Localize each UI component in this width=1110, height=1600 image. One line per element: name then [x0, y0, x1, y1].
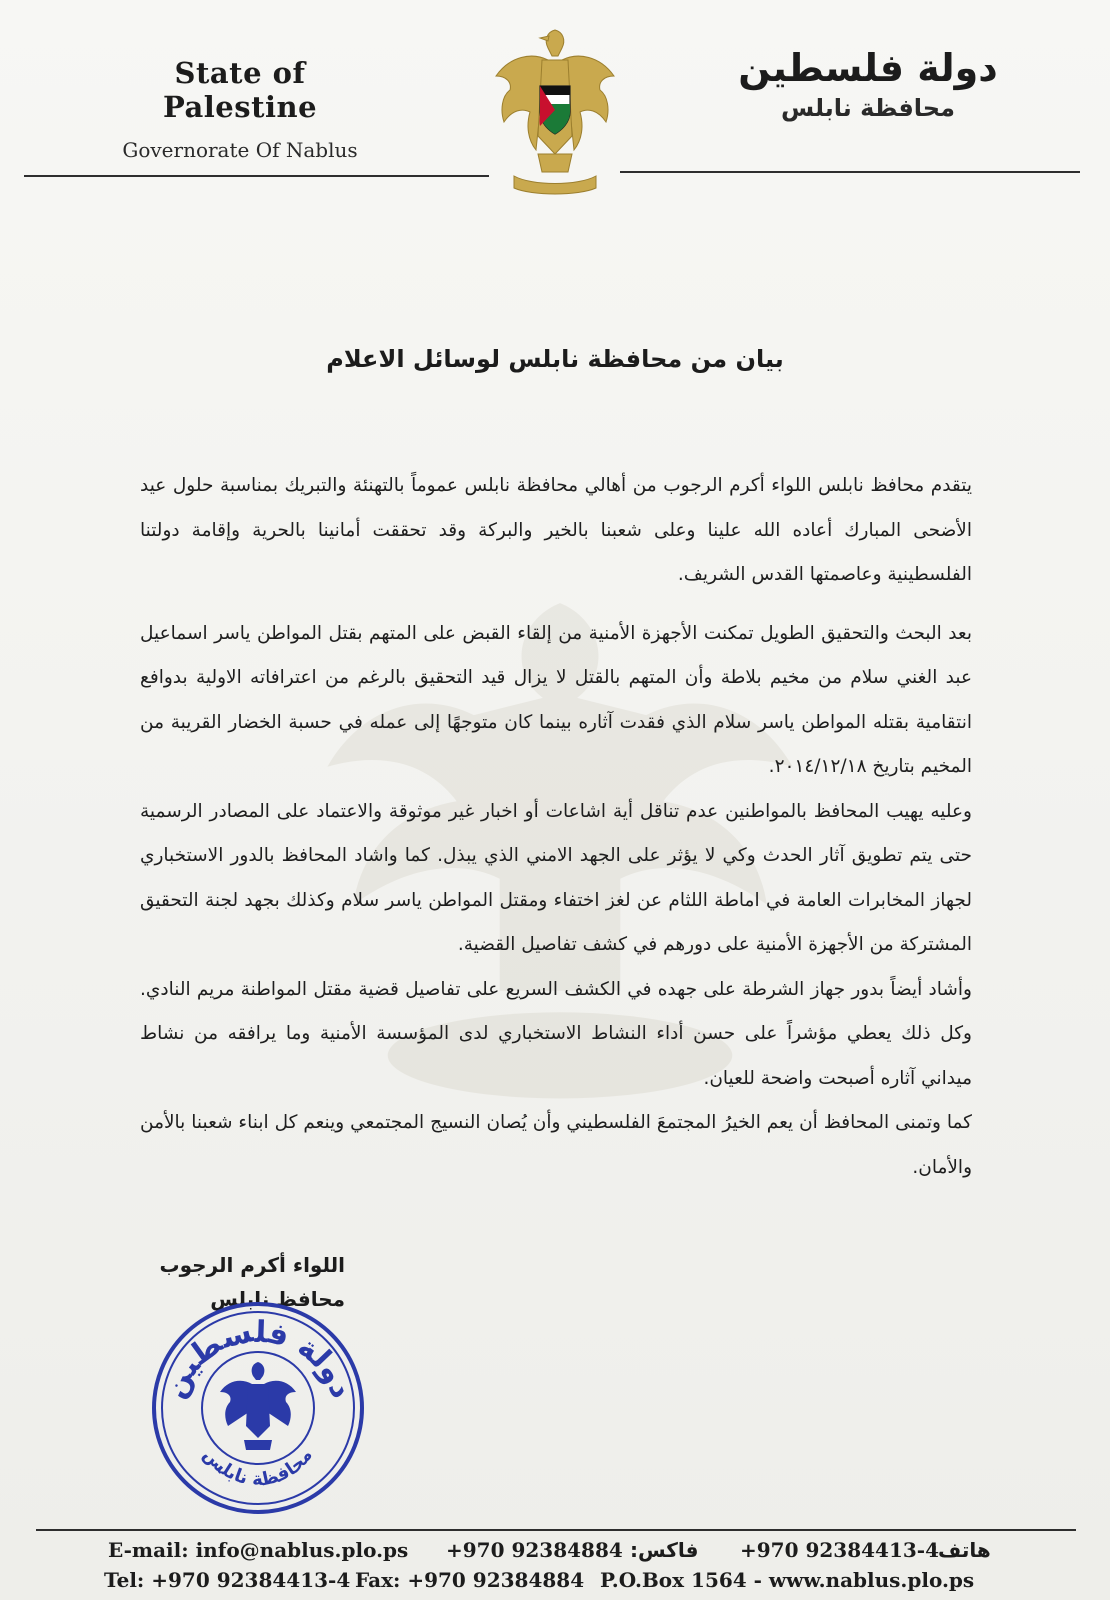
statement-title: بيان من محافظة نابلس لوسائل الاعلام — [326, 345, 784, 373]
governorate-name-english: Governorate Of Nablus — [122, 138, 358, 162]
header-arabic — [738, 46, 998, 122]
footer-tel: Tel: +970 92384413-4 — [104, 1568, 351, 1592]
svg-text:محافظة نابلس — [199, 1444, 317, 1490]
header-rule-right — [620, 171, 1080, 173]
paragraph-police: وأشاد أيضاً بدور جهاز الشرطة على جهده في الكشف السريع على تفاصيل قضية مقتل المواطنة مريم النادي. وكل ذلك يعطي مؤشراً على حسن أداء النشاط الاستخباري لدى المؤسسة الأمنية وما يرافقه من نشاط ميداني آثاره أصبحت واضحة للعيان. — [140, 978, 972, 1089]
governorate-name-arabic: محافظة نابلس — [781, 94, 955, 122]
footer-fax: Fax: +970 92384884 — [355, 1568, 585, 1592]
footer-pobox-website[interactable]: P.O.Box 1564 - www.nablus.plo.ps — [600, 1568, 975, 1592]
state-name-english: State of Palestine — [162, 56, 318, 124]
footer-rule — [36, 1529, 1076, 1531]
official-stamp-icon — [148, 1298, 368, 1518]
header-rule-left — [24, 175, 489, 177]
stamp-outer-text: دولة فلسطين — [156, 1314, 360, 1404]
palestine-eagle-emblem-icon — [492, 26, 618, 196]
paragraph-arrest: بعد البحث والتحقيق الطويل تمكنت الأجهزة الأمنية من إلقاء القبض على المتهم بقتل المواطن ياسر اسماعيل عبد الغني سلام من مخيم بلاطة وأن المتهم بالقتل لا يزال قيد التحقيق بالرغم من اعترافاته الاولية بدوافع انتقامية بقتله المواطن ياسر سلام الذي فقدت آثاره بينما كان متوجهًا إلى عمله في حسبة الخضار القريبة من المخيم بتاريخ ٢٠١٤/١٢/١٨. — [140, 622, 972, 777]
statement-body — [140, 464, 972, 1190]
footer-fax-number-1: +970 92384884 — [446, 1538, 623, 1562]
paragraph-appeal: وعليه يهيب المحافظ بالمواطنين عدم تناقل أية اشاعات أو اخبار غير موثوقة والاعتماد على المصادر الرسمية حتى يتم تطويق آثار الحدث وكي لا يؤثر على الجهد الامني الذي يبذل. كما واشاد المحافظ بالدور الاستخباري لجهاز المخابرات العامة في اماطة اللثام عن لغز اختفاء ومقتل المواطن ياسر سلام وكذلك بجهد لجنة التحقيق المشتركة من الأجهزة الأمنية على دورهم في كشف تفاصيل القضية. — [140, 800, 972, 955]
footer-fax-label-arabic: فاكس: — [630, 1538, 699, 1562]
footer-email[interactable]: E-mail: info@nablus.plo.ps — [108, 1538, 409, 1562]
stamp-inner-text: محافظة نابلس — [198, 1444, 317, 1491]
signatory-name: اللواء أكرم الرجوب — [159, 1253, 345, 1277]
footer-phone-number-1: +970 92384413-4 — [740, 1538, 940, 1562]
header-english — [100, 56, 380, 162]
paragraph-greeting: يتقدم محافظ نابلس اللواء أكرم الرجوب من أهالي محافظة نابلس عموماً بالتهنئة والتبريك بمناسبة حلول عيد الأضحى المبارك أعاده الله علينا وعلى شعبنا بالخير والبركة وقد تحققت أمانينا بالحرية وإقامة دولتنا الفلسطينية وعاصمتها القدس الشريف. — [140, 475, 972, 585]
paragraph-wish: كما وتمنى المحافظ أن يعم الخيرُ المجتمعَ الفلسطيني وأن يُصان النسيج المجتمعي وينعم كل ابناء شعبنا بالأمن والأمان. — [140, 1112, 972, 1178]
state-name-arabic: دولة فلسطين — [738, 46, 998, 90]
footer-phone-label-arabic: هاتف: — [930, 1538, 991, 1562]
signatory-position: محافظ نابلس — [210, 1287, 345, 1311]
